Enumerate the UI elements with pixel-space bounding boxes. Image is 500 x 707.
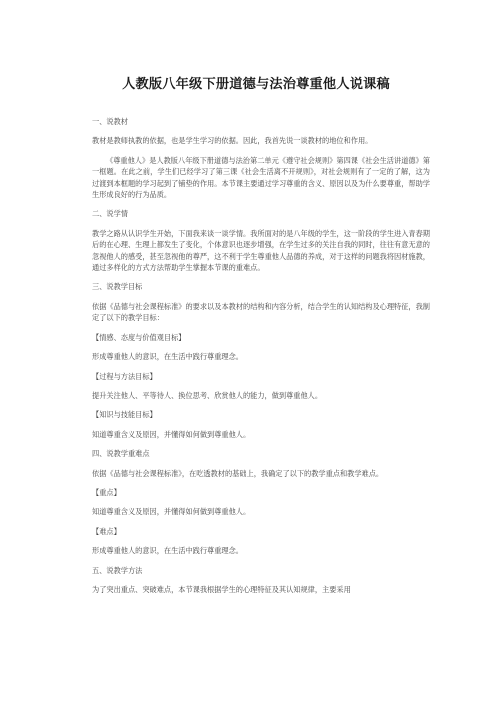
section-heading-students: 二、说学情 [92, 209, 128, 219]
document-title: 人教版八年级下册道德与法治尊重他人说课稿 [122, 77, 390, 92]
paragraph: 形成尊重他人的意识，在生活中践行尊重理念。 [92, 352, 243, 362]
section-heading-textbook: 一、说教材 [92, 117, 128, 126]
paragraph: 知道尊重含义及原因，并懂得如何做到尊重他人。 [92, 507, 251, 517]
paragraph: 形成尊重他人的意识，在生活中践行尊重理念。 [92, 546, 243, 556]
difficulty-label: 【难点】 [92, 526, 121, 536]
paragraph: 依据《品德与社会课程标准》的要求以及本教材的结构和内容分析，结合学生的认知结构及心理特征，我制定了以下的教学目标： [92, 301, 430, 323]
objective-label: 【情感、态度与价值观目标】 [92, 332, 186, 342]
paragraph: 知道尊重含义及原因，并懂得如何做到尊重他人。 [92, 429, 251, 439]
section-heading-objectives: 三、说教学目标 [92, 282, 143, 292]
paragraph: 教学之路从认识学生开始，下面我来谈一谈学情。我所面对的是八年级的学生，这一阶段的学生进入青春期后的在心理、生理上都发生了变化，个体意识也逐步增强，在学生过多的关注自我的同时，往往有意无意的忽视他人的感受，甚至忽视他的尊严，这不利于学生尊重他人品德的养成，对于这样的问题我将因材施教，通过多样化的方式方法帮助学生掌握本节课的重难点。 [92, 228, 430, 273]
section-heading-methods: 五、说教学方法 [92, 565, 143, 575]
paragraph: 依据《品德与社会课程标准》，在吃透教材的基础上，我确定了以下的教学重点和教学难点。 [92, 468, 384, 478]
paragraph: 教材是教师执教的依据，也是学生学习的依据。因此，我首先说一谈教材的地位和作用。 [92, 136, 373, 146]
document-body [92, 116, 430, 595]
paragraph: 为了突出重点、突破难点，本节课我根据学生的心理特征及其认知规律，主要采用 [92, 584, 351, 594]
section-heading-key-points: 四、说教学重难点 [92, 449, 150, 459]
objective-label: 【过程与方法目标】 [92, 371, 157, 381]
key-point-label: 【重点】 [92, 487, 121, 497]
paragraph: 《尊重他人》是人教版八年级下册道德与法治第二单元《遵守社会规则》第四课《社会生活讲道德》第一框题。在此之前，学生们已经学习了第三课《社会生活离不开规则》，对社会规则有了一定的了解，这为过渡到本框题的学习起到了铺垫的作用。本节课主要通过学习尊重的含义、原因以及为什么要尊重，帮助学生形成良好的行为品质。 [92, 155, 430, 200]
objective-label: 【知识与技能目标】 [92, 410, 157, 420]
paragraph: 提升关注他人、平等待人、换位思考、欣赏他人的能力，做到尊重他人。 [92, 390, 323, 400]
